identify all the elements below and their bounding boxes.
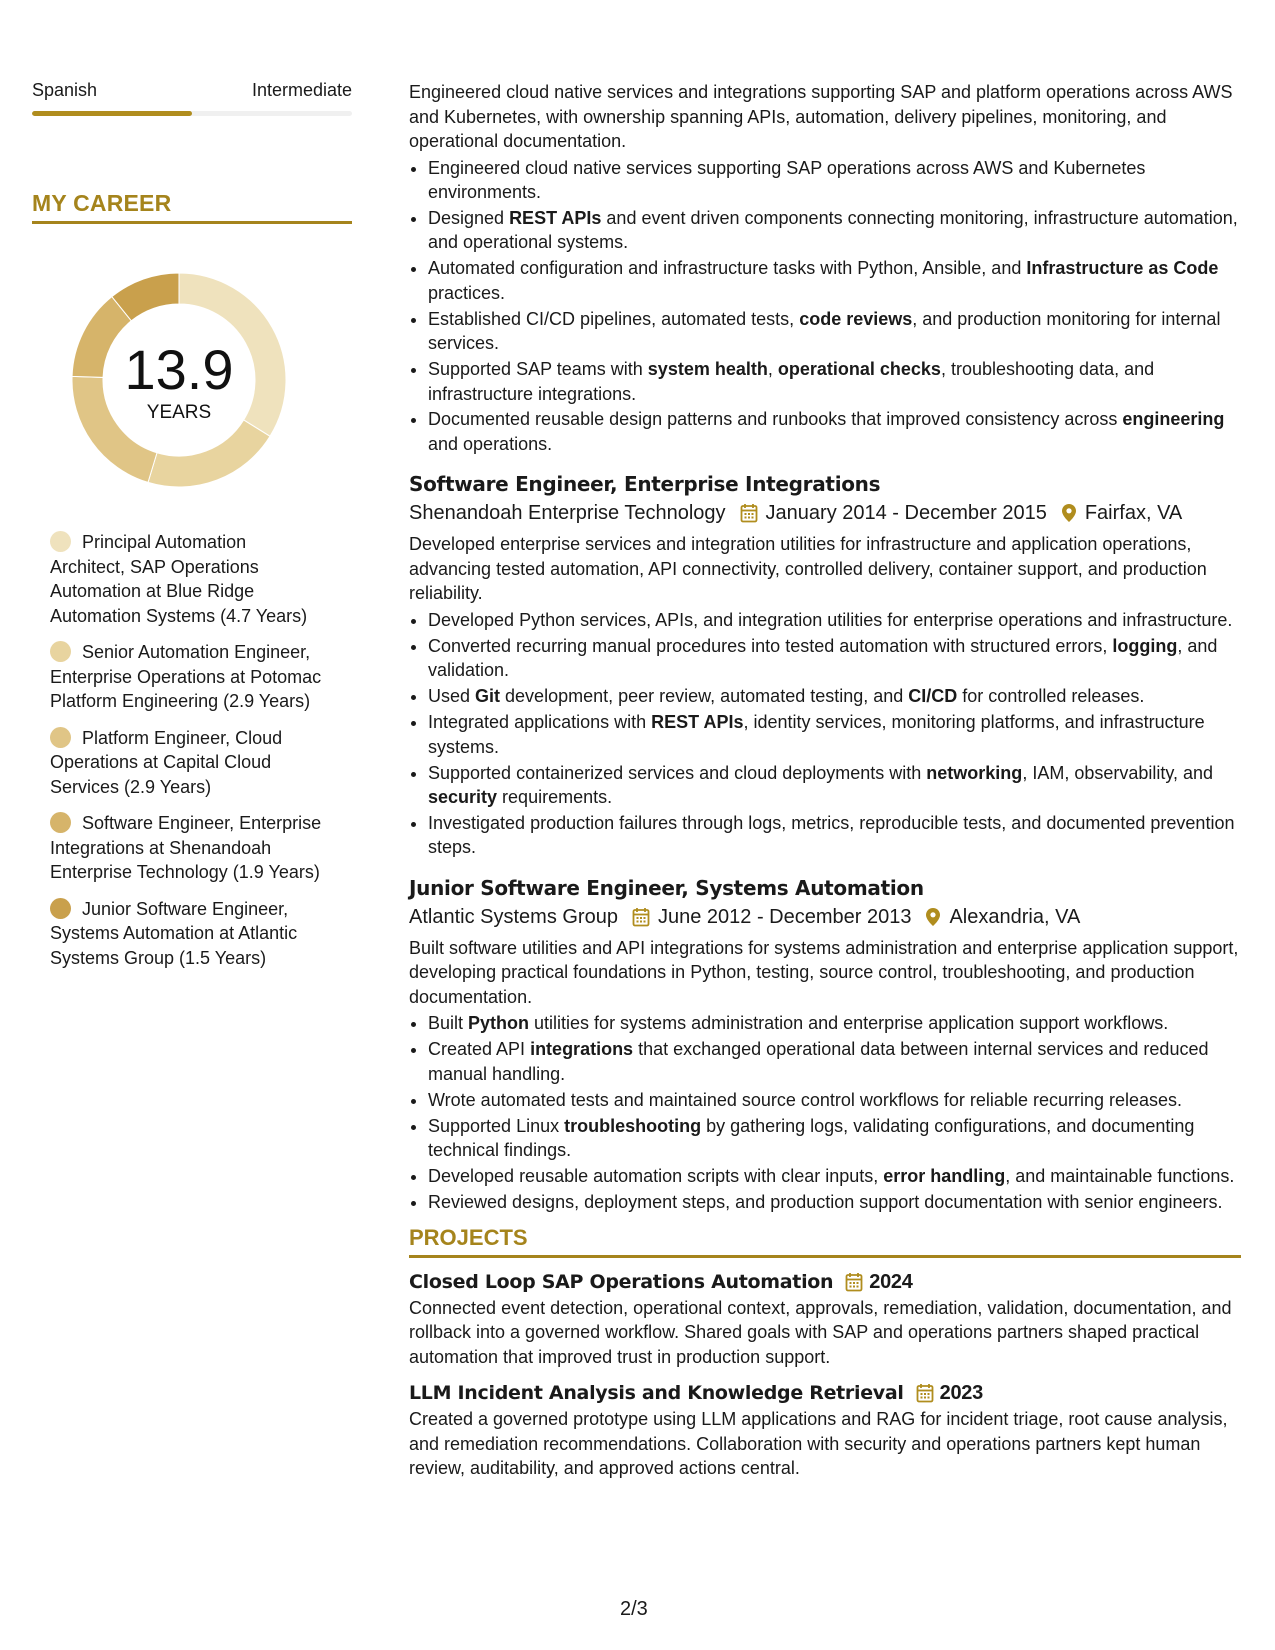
role-summary: Engineered cloud native services and integrations supporting SAP and platform operations across AWS and Kubernetes, with ownership spanning APIs, automation, delivery pipelines, monitoring, and operational documentation. bbox=[409, 82, 1233, 151]
bullet-item: • Built Python utilities for systems administration and enterprise application support workflows. bbox=[428, 1011, 1241, 1036]
legend-dot bbox=[50, 531, 71, 552]
project-title: LLM Incident Analysis and Knowledge Retrieval bbox=[409, 1382, 904, 1405]
legend-label: Platform Engineer, Cloud Operations at Capital Cloud Services (2.9 Years) bbox=[50, 727, 283, 797]
bullet-item: • Engineered cloud native services supporting SAP operations across AWS and Kubernetes environments. bbox=[428, 156, 1241, 205]
legend-dot bbox=[50, 898, 71, 919]
language-row bbox=[32, 80, 352, 101]
job-dates: January 2014 - December 2015 bbox=[765, 502, 1047, 525]
career-legend-item bbox=[50, 640, 325, 714]
bullet-item: • Reviewed designs, deployment steps, and production support documentation with senior engineers. bbox=[428, 1190, 1241, 1215]
bullet-item: • Created API integrations that exchanged operational data between internal services and reduced manual handling. bbox=[428, 1037, 1241, 1086]
job-summary: Built software utilities and API integrations for systems administration and enterprise application support, developing practical foundations in Python, testing, source control, troubleshooting, and production documentation. bbox=[409, 937, 1239, 1007]
language-name: Spanish bbox=[32, 80, 98, 100]
project-title-row bbox=[409, 1268, 1241, 1296]
job-title: Software Engineer, Enterprise Integrations bbox=[409, 472, 881, 497]
career-heading: MY CAREER bbox=[32, 190, 352, 224]
bullet-item: • Supported containerized services and cloud deployments with networking, IAM, observability, and security requirements. bbox=[428, 761, 1241, 810]
legend-dot bbox=[50, 812, 71, 833]
sidebar bbox=[32, 80, 352, 982]
bullet-item: • Integrated applications with REST APIs, identity services, monitoring platforms, and infrastructure systems. bbox=[428, 710, 1241, 759]
legend-label: Senior Automation Engineer, Enterprise Operations at Potomac Platform Engineering (2.9 Years) bbox=[50, 642, 322, 711]
bullet-item: • Wrote automated tests and maintained source control workflows for reliable recurring releases. bbox=[428, 1088, 1241, 1113]
project-title: Closed Loop SAP Operations Automation bbox=[409, 1270, 834, 1293]
projects-list bbox=[409, 1268, 1241, 1481]
donut-center bbox=[63, 338, 295, 424]
career-total-years: 13.9 bbox=[124, 338, 234, 401]
job-location: Alexandria, VA bbox=[949, 905, 1081, 928]
bullet-item: • Automated configuration and infrastructure tasks with Python, Ansible, and Infrastructure as Code practices. bbox=[428, 256, 1241, 305]
job-title: Junior Software Engineer, Systems Automation bbox=[409, 875, 924, 900]
bullet-item: • Supported Linux troubleshooting by gathering logs, validating configurations, and documenting technical findings. bbox=[428, 1114, 1241, 1163]
calendar-icon bbox=[845, 1272, 863, 1292]
bullet-item: • Developed Python services, APIs, and integration utilities for enterprise operations and infrastructure. bbox=[428, 608, 1241, 633]
career-legend bbox=[50, 530, 325, 970]
bullet-item: • Converted recurring manual procedures into tested automation with structured errors, logging, and validation. bbox=[428, 634, 1241, 683]
legend-label: Software Engineer, Enterprise Integrations at Shenandoah Enterprise Technology (1.9 Years) bbox=[50, 813, 322, 882]
job-entry bbox=[409, 470, 1241, 859]
bullet-item: • Established CI/CD pipelines, automated tests, code reviews, and production monitoring for internal services. bbox=[428, 307, 1241, 356]
bullet-item: • Investigated production failures through logs, metrics, reproducible tests, and documented prevention steps. bbox=[428, 811, 1241, 860]
legend-label: Principal Automation Architect, SAP Operations Automation at Blue Ridge Automation Systems (4.7 Years) bbox=[50, 532, 308, 626]
projects-heading: PROJECTS bbox=[409, 1226, 1241, 1258]
career-legend-item bbox=[50, 897, 325, 971]
project-description: Connected event detection, operational context, approvals, remediation, validation, documentation, and rollback into a governed workflow. Shared goals with SAP and operations partners shaped practical automation that improved trust in production support. bbox=[409, 1297, 1232, 1367]
job-bullets bbox=[409, 608, 1241, 860]
career-legend-item bbox=[50, 530, 325, 628]
language-proficiency-bar bbox=[32, 111, 352, 116]
project-description: Created a governed prototype using LLM applications and RAG for incident triage, root cause analysis, and remediation recommendations. Collaboration with security and operations partners kept human review, auditability, and approved actions central. bbox=[409, 1409, 1228, 1479]
bullet-item: • Supported SAP teams with system health, operational checks, troubleshooting data, and infrastructure integrations. bbox=[428, 357, 1241, 406]
job-summary: Developed enterprise services and integration utilities for infrastructure and application operations, advancing tested automation, API connectivity, controlled delivery, container support, and production reliability. bbox=[409, 534, 1207, 604]
main-content bbox=[409, 80, 1241, 1481]
career-total-unit: YEARS bbox=[146, 402, 212, 423]
map-pin-icon bbox=[1061, 503, 1077, 523]
career-legend-item bbox=[50, 811, 325, 885]
project-year: 2024 bbox=[869, 1270, 913, 1293]
bullet-item: • Designed REST APIs and event driven components connecting monitoring, infrastructure automation, and operational systems. bbox=[428, 206, 1241, 255]
job-bullets bbox=[409, 1011, 1241, 1214]
bullet-item: • Documented reusable design patterns and runbooks that improved consistency across engineering and operations. bbox=[428, 407, 1241, 456]
legend-dot bbox=[50, 641, 71, 662]
job-company: Shenandoah Enterprise Technology bbox=[409, 502, 726, 525]
project-year: 2023 bbox=[939, 1382, 983, 1405]
job-company: Atlantic Systems Group bbox=[409, 905, 618, 928]
legend-dot bbox=[50, 727, 71, 748]
bullet-item: • Used Git development, peer review, automated testing, and CI/CD for controlled releases. bbox=[428, 684, 1241, 709]
language-level: Intermediate bbox=[251, 80, 352, 100]
legend-label: Junior Software Engineer, Systems Automation at Atlantic Systems Group (1.5 Years) bbox=[50, 898, 298, 968]
job-meta bbox=[409, 902, 1241, 932]
project-entry bbox=[409, 1268, 1241, 1370]
map-pin-icon bbox=[925, 907, 941, 927]
donut-segment-2 bbox=[148, 420, 270, 487]
bullet-item: • Developed reusable automation scripts with clear inputs, error handling, and maintainable functions. bbox=[428, 1164, 1241, 1189]
job-entry bbox=[409, 874, 1241, 1214]
career-donut-chart bbox=[63, 264, 295, 496]
job-dates: June 2012 - December 2013 bbox=[657, 905, 912, 928]
job-meta bbox=[409, 498, 1241, 528]
career-legend-item bbox=[50, 726, 325, 800]
role-bullets bbox=[409, 156, 1241, 457]
project-title-row bbox=[409, 1379, 1241, 1407]
calendar-icon bbox=[740, 503, 758, 523]
language-proficiency-fill bbox=[32, 111, 192, 116]
experience-list bbox=[409, 470, 1241, 1214]
project-entry bbox=[409, 1379, 1241, 1481]
calendar-icon bbox=[632, 907, 650, 927]
calendar-icon bbox=[916, 1383, 934, 1403]
job-location: Fairfax, VA bbox=[1084, 502, 1183, 525]
page-number: 2/3 bbox=[620, 1598, 648, 1620]
